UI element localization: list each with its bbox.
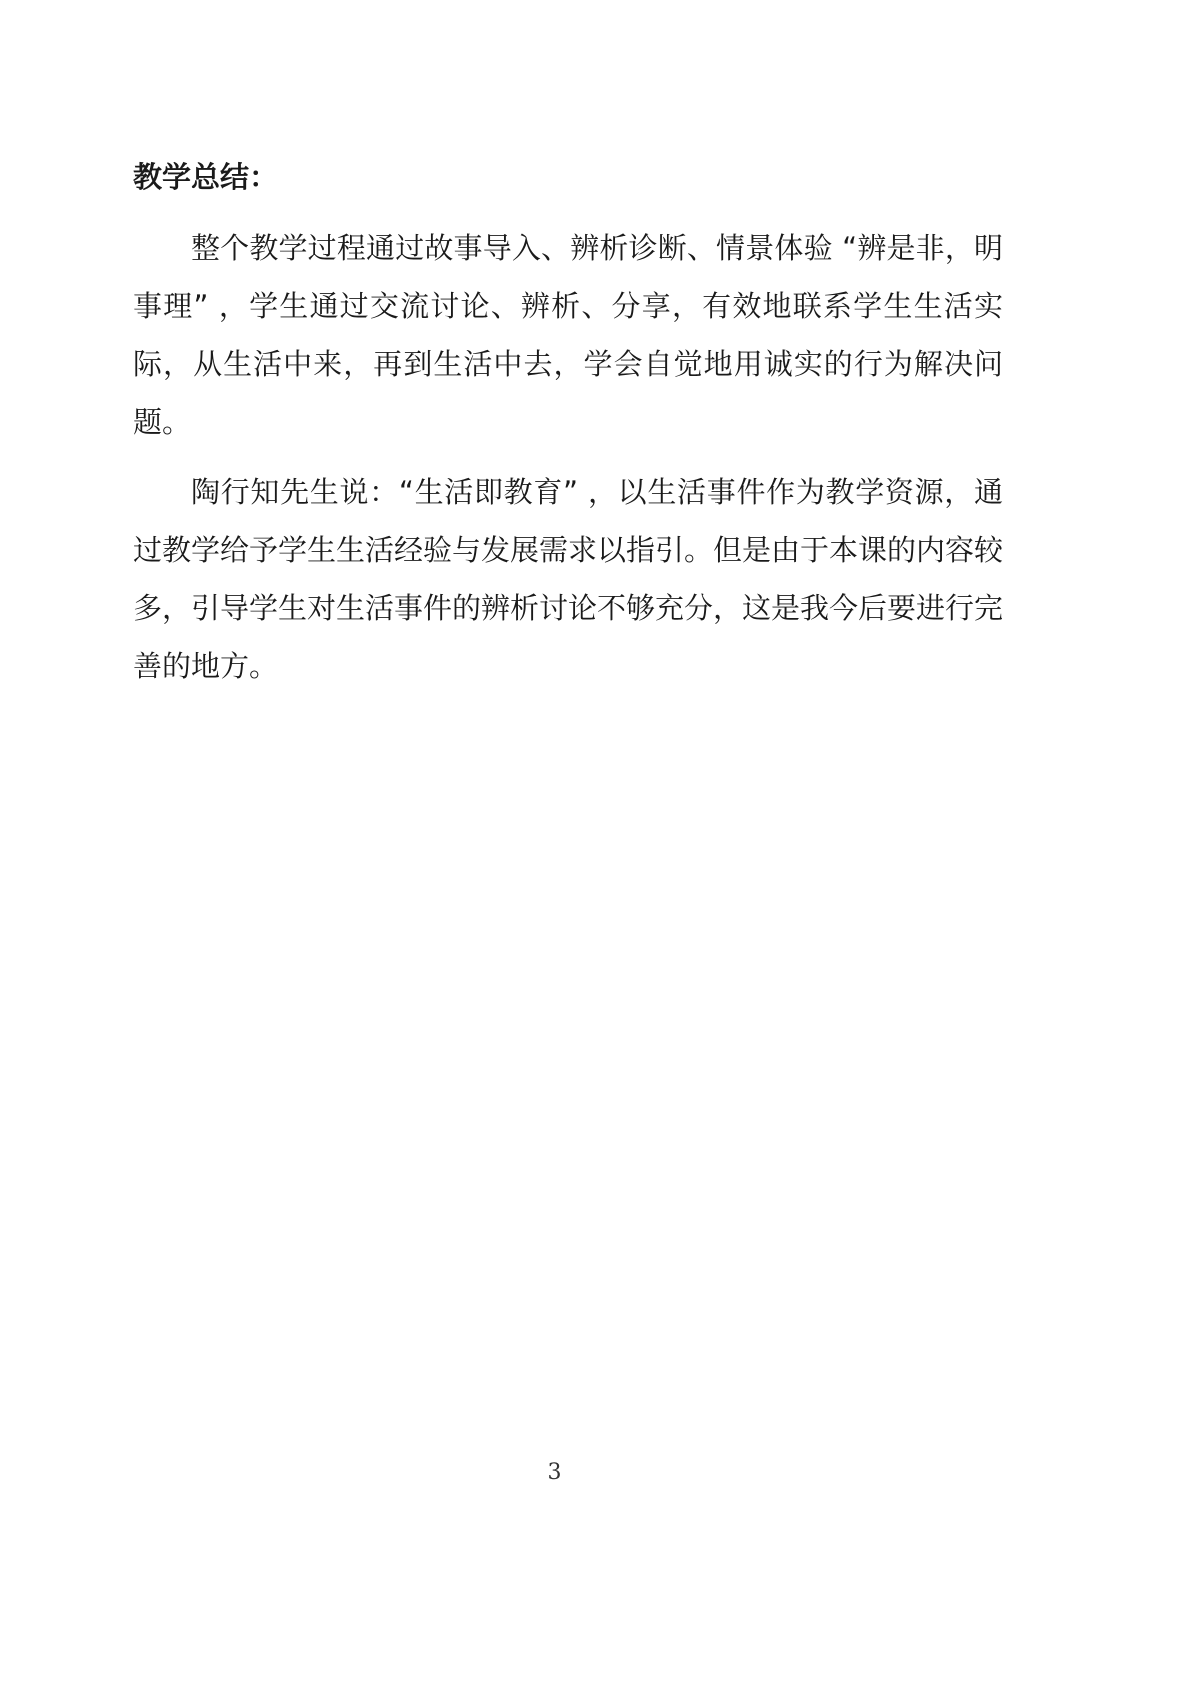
paragraph-reflection: 陶行知先生说：“生活即教育” ，以生活事件作为教学资源，通过教学给予学生生活经验与发展需求以指引。但是由于本课的内容较多，引导学生对生活事件的辨析讨论不够充分，这是我今后要进行完善的地方。 bbox=[133, 475, 1004, 683]
section-heading: 教学总结： bbox=[133, 160, 279, 194]
page-number: 3 bbox=[547, 1460, 562, 1485]
paragraph-summary: 整个教学过程通过故事导入、辨析诊断、情景体验 “辨是非，明事理” ，学生通过交流讨论、辨析、分享，有效地联系学生生活实际，从生活中来，再到生活中去，学会自觉地用诚实的行为解决问题。 bbox=[133, 231, 1003, 439]
